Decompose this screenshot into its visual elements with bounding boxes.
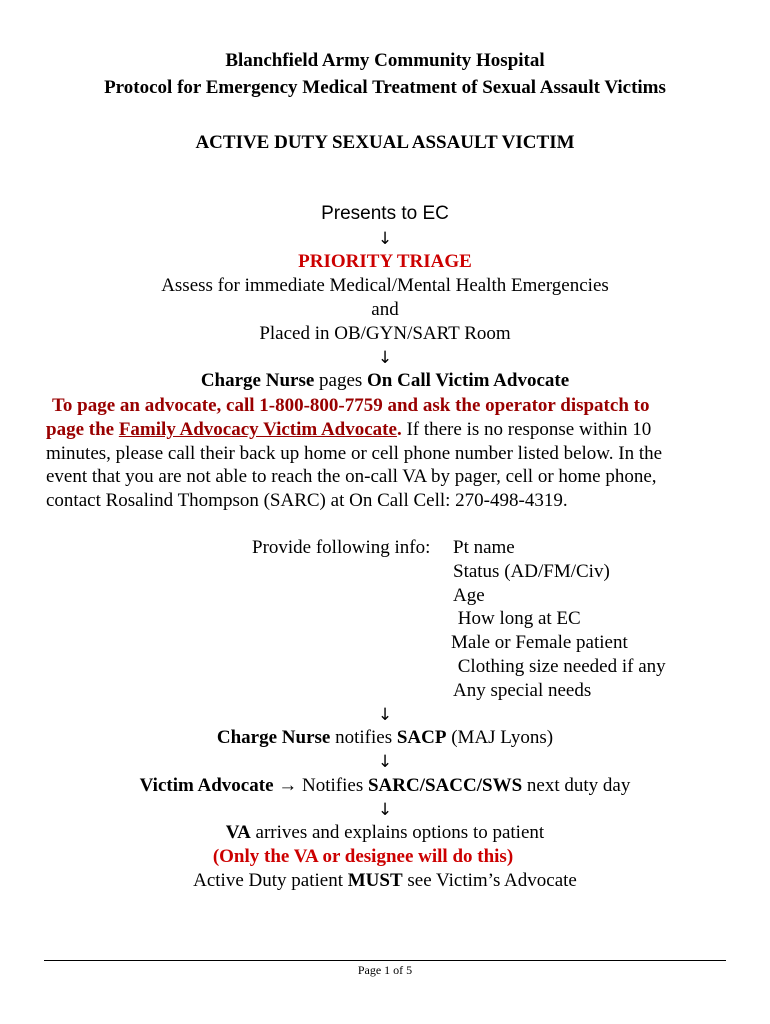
page-number: Page 1 of 5 (357, 963, 413, 977)
info-item: Any special needs (453, 680, 592, 701)
va-label: VA (225, 822, 251, 843)
charge-nurse-pages (0, 369, 770, 393)
active-duty-must (0, 869, 770, 893)
placed-text: Placed in OB/GYN/SART Room (259, 323, 511, 344)
must-label: MUST (347, 870, 403, 891)
va-arrives-text: arrives and explains options to patient (250, 822, 545, 843)
assess-text: Assess for immediate Medical/Mental Health Emergencies (161, 275, 609, 296)
sarc-sacc-sws-label: SARC/SACC/SWS (367, 775, 523, 796)
charge-nurse-notifies (0, 726, 770, 750)
only-va-note: (Only the VA or designee will do this) (212, 846, 514, 867)
info-item: Age (453, 585, 485, 606)
maj-lyons-text: (MAJ Lyons) (446, 727, 554, 748)
down-arrow-icon: ↓ (377, 348, 393, 368)
footer-divider (44, 960, 726, 961)
family-advocacy-link[interactable]: Family Advocacy Victim Advocate (118, 419, 397, 440)
on-call-va-label: On Call Victim Advocate (367, 370, 570, 391)
instructions-period: . (396, 419, 402, 440)
section-heading: ACTIVE DUTY SEXUAL ASSAULT VICTIM (195, 132, 575, 153)
next-duty-text: next duty day (522, 775, 631, 796)
instructions-line-4: event that you are not able to reach the on-call VA by pager, cell or home phone, (46, 466, 657, 487)
instructions-line-5: contact Rosalind Thompson (SARC) at On Call Cell: 270-498-4319. (46, 490, 568, 511)
ad-prefix: Active Duty patient (193, 870, 348, 891)
sacp-label: SACP (396, 727, 447, 748)
info-item: Status (AD/FM/Civ) (453, 561, 610, 582)
charge-nurse-label: Charge Nurse (200, 370, 315, 391)
charge-nurse-label: Charge Nurse (216, 727, 331, 748)
info-item: Clothing size needed if any (453, 656, 666, 677)
down-arrow-icon: ↓ (377, 752, 393, 772)
va-arrives (0, 821, 770, 845)
and-text: and (371, 299, 399, 320)
pages-text: pages (314, 370, 368, 391)
info-item: Male or Female patient (451, 632, 628, 653)
priority-triage: PRIORITY TRIAGE (298, 251, 472, 272)
info-item: How long at EC (453, 608, 581, 629)
down-arrow-icon: ↓ (377, 705, 393, 725)
ad-suffix: see Victim’s Advocate (402, 870, 577, 891)
provide-info-label: Provide following info: (252, 537, 431, 558)
down-arrow-icon: ↓ (377, 229, 393, 249)
instructions-line-3: minutes, please call their back up home or cell phone number listed below. In the (46, 443, 663, 464)
victim-advocate-label: Victim Advocate (139, 775, 274, 796)
va-notifies-text: → Notifies (273, 775, 368, 796)
instructions-line-2 (46, 418, 770, 442)
presents-to-ec: Presents to EC (321, 203, 449, 224)
instructions-line-1: To page an advocate, call 1-800-800-7759 and ask the operator dispatch to (52, 395, 650, 416)
title-line-2: Protocol for Emergency Medical Treatment of Sexual Assault Victims (104, 77, 666, 98)
instructions-rest: If there is no response within 10 (401, 419, 652, 440)
down-arrow-icon: ↓ (377, 800, 393, 820)
title-line-1: Blanchfield Army Community Hospital (225, 50, 545, 71)
instructions-prefix: page the (46, 419, 119, 440)
victim-advocate-notifies (0, 774, 770, 798)
info-item: Pt name (453, 537, 515, 558)
notifies-text: notifies (330, 727, 397, 748)
